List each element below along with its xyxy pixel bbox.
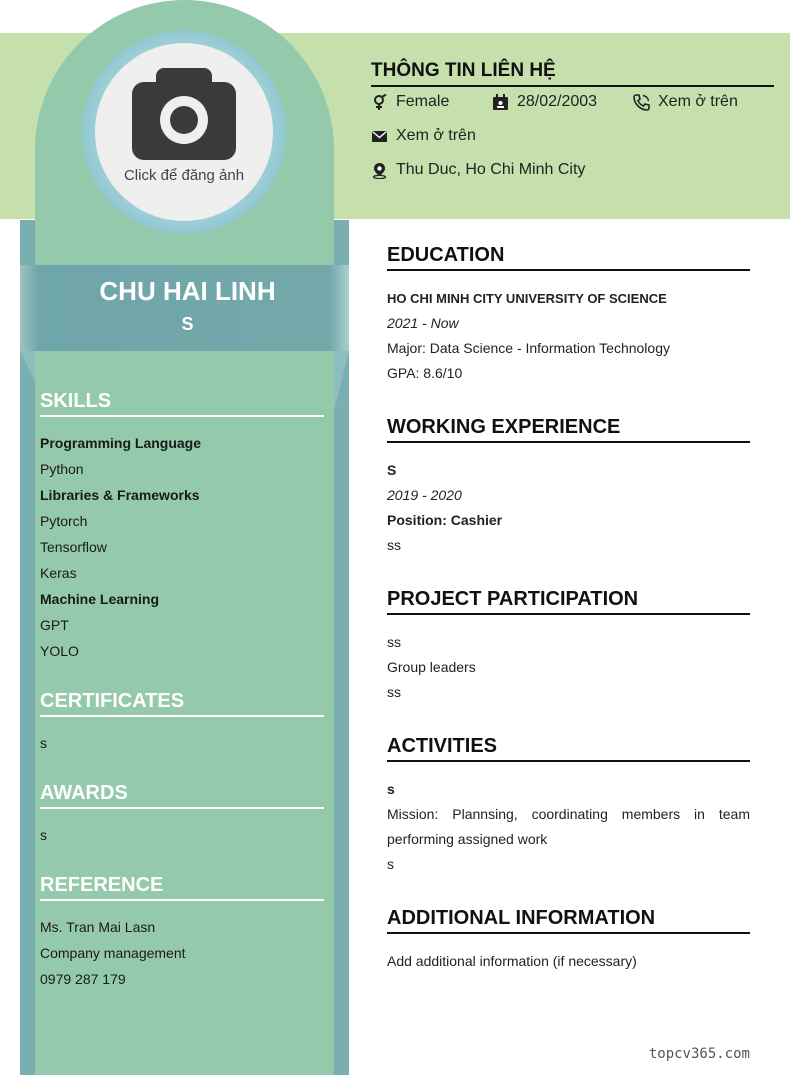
- sidebar: [40, 388, 324, 1016]
- phone-item: [633, 93, 738, 111]
- avatar-upload[interactable]: [95, 43, 273, 221]
- contact-section: [371, 58, 774, 189]
- activity-mission: Mission: Plannsing, coordinating members in team performing assigned work: [387, 806, 750, 847]
- gender-icon: [371, 94, 388, 111]
- activities-title: ACTIVITIES: [387, 733, 750, 762]
- awards-title: AWARDS: [40, 780, 324, 809]
- reference-section: [40, 872, 324, 992]
- avatar-caption: Click để đăng ảnh: [123, 167, 245, 184]
- skill-item: Keras: [40, 565, 77, 581]
- skill-item: Tensorflow: [40, 539, 107, 555]
- email-icon: [371, 128, 388, 145]
- email-value: Xem ở trên: [396, 127, 476, 144]
- contact-title: THÔNG TIN LIÊN HỆ: [371, 58, 774, 87]
- project-line: Group leaders: [387, 659, 476, 675]
- email-item: [371, 127, 476, 145]
- experience-section: [387, 414, 750, 558]
- watermark: topcv365.com: [648, 1046, 750, 1062]
- activity-org: s: [387, 781, 395, 797]
- contact-row: [371, 155, 774, 189]
- location-icon: [371, 162, 388, 179]
- birthday-item: [492, 93, 597, 111]
- certificates-title: CERTIFICATES: [40, 688, 324, 717]
- gender-value: Female: [396, 93, 450, 110]
- experience-period: 2019 - 2020: [387, 487, 462, 503]
- camera-icon: [132, 68, 236, 160]
- skill-category: Machine Learning: [40, 591, 160, 607]
- birthday-value: 28/02/2003: [517, 93, 598, 110]
- experience-position: Position: Cashier: [387, 512, 503, 528]
- job-title: S: [181, 314, 194, 334]
- skills-title: SKILLS: [40, 388, 324, 417]
- certificates-section: [40, 688, 324, 756]
- projects-section: [387, 586, 750, 705]
- ribbon-fold-left: [20, 238, 35, 265]
- skills-section: [40, 388, 324, 664]
- projects-title: PROJECT PARTICIPATION: [387, 586, 750, 615]
- skill-category: Libraries & Frameworks: [40, 487, 200, 503]
- ribbon-tail-right: [334, 351, 349, 411]
- education-period: 2021 - Now: [387, 315, 459, 331]
- additional-text: Add additional information (if necessary): [387, 953, 637, 969]
- ribbon-tail-left: [20, 351, 35, 381]
- activity-note: s: [387, 856, 394, 872]
- school-name: HO CHI MINH CITY UNIVERSITY OF SCIENCE: [387, 291, 667, 306]
- address-value: Thu Duc, Ho Chi Minh City: [396, 161, 586, 178]
- skill-category: Programming Language: [40, 435, 202, 451]
- education-gpa: GPA: 8.6/10: [387, 365, 463, 381]
- phone-icon: [633, 94, 650, 111]
- main-content: [387, 242, 750, 1002]
- full-name: CHU HAI LINH: [99, 276, 276, 306]
- reference-name: Ms. Tran Mai Lasn: [40, 919, 156, 935]
- skill-item: GPT: [40, 617, 69, 633]
- awards-section: [40, 780, 324, 848]
- project-line: ss: [387, 634, 401, 650]
- activities-section: [387, 733, 750, 877]
- gender-item: [371, 93, 449, 111]
- education-title: EDUCATION: [387, 242, 750, 271]
- address-item: [371, 161, 585, 179]
- education-major: Major: Data Science - Information Technology: [387, 340, 670, 356]
- additional-section: [387, 905, 750, 974]
- additional-title: ADDITIONAL INFORMATION: [387, 905, 750, 934]
- skill-item: YOLO: [40, 643, 79, 659]
- experience-description: ss: [387, 537, 401, 553]
- certificate-item: s: [40, 735, 47, 751]
- skill-item: Python: [40, 461, 84, 477]
- contact-row: [371, 87, 774, 121]
- contact-row: [371, 121, 774, 155]
- reference-role: Company management: [40, 945, 186, 961]
- experience-title: WORKING EXPERIENCE: [387, 414, 750, 443]
- project-line: ss: [387, 684, 401, 700]
- company-name: S: [387, 462, 397, 478]
- reference-phone: 0979 287 179: [40, 971, 126, 987]
- award-item: s: [40, 827, 47, 843]
- skill-item: Pytorch: [40, 513, 88, 529]
- phone-value: Xem ở trên: [658, 93, 738, 110]
- skills-list: [40, 430, 324, 664]
- education-section: [387, 242, 750, 386]
- reference-title: REFERENCE: [40, 872, 324, 901]
- calendar-icon: [492, 94, 509, 111]
